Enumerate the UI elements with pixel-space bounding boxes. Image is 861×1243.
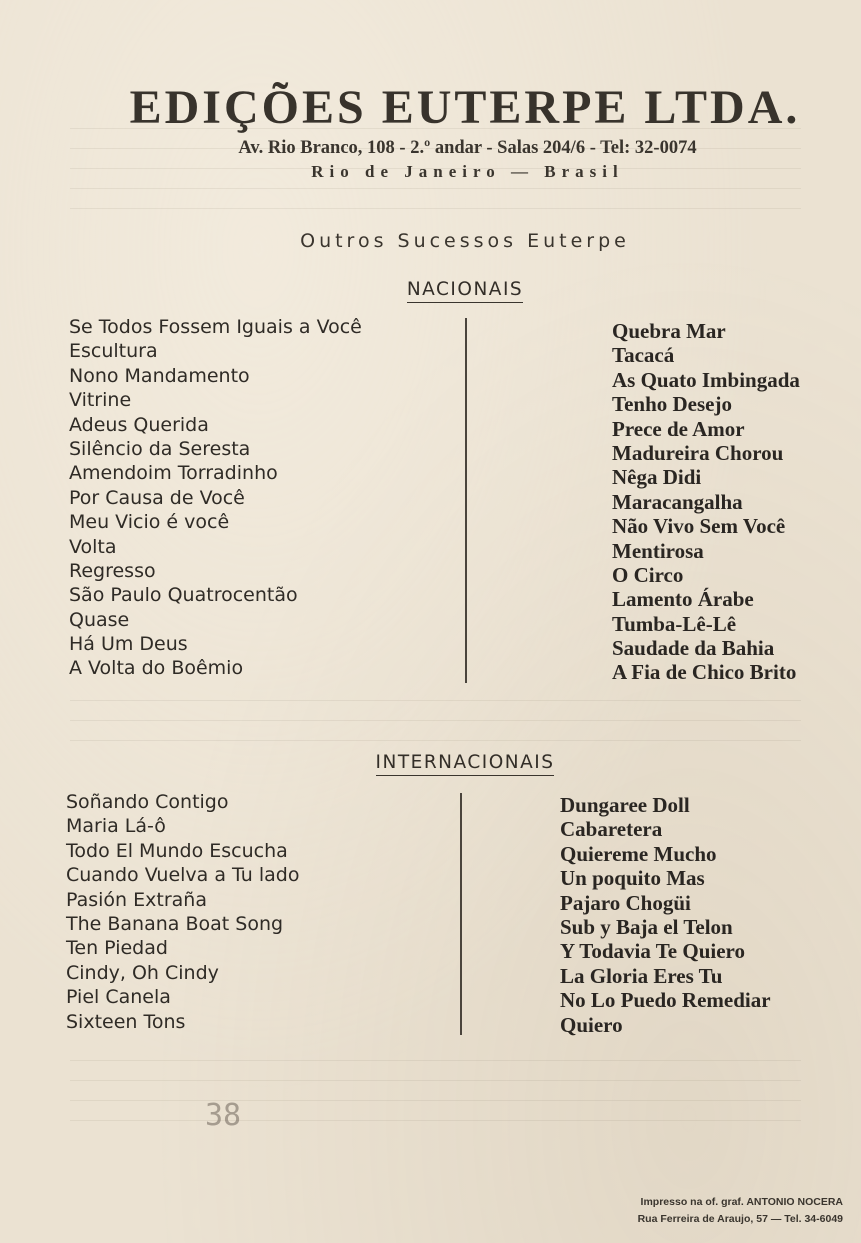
song-title: Pajaro Chogüi [560, 890, 691, 915]
song-title: Quiero [560, 1012, 623, 1037]
song-title: Piel Canela [66, 986, 171, 1009]
song-title: Tenho Desejo [612, 392, 732, 417]
song-title: As Quato Imbingada [612, 367, 800, 392]
song-title: Quiereme Mucho [560, 841, 717, 866]
song-title: Un poquito Mas [560, 866, 705, 891]
nacionais-heading-text: NACIONAIS [407, 279, 523, 303]
song-title: Cabaretera [560, 817, 663, 842]
song-title: Lamento Árabe [612, 587, 754, 612]
song-title: Soñando Contigo [66, 791, 229, 813]
song-title: Maracangalha [612, 489, 743, 514]
printer-credit-line2: Rua Ferreira de Araujo, 57 — Tel. 34-6049 [637, 1213, 843, 1225]
song-title: Sixteen Tons [66, 1010, 186, 1033]
song-title: Amendoim Torradinho [69, 462, 278, 485]
section-heading-nacionais [0, 279, 861, 300]
song-title: Pasión Extraña [66, 888, 207, 911]
song-title: Maria Lá-ô [66, 815, 166, 838]
song-title: Se Todos Fossem Iguais a Você [69, 316, 362, 338]
song-title: La Gloria Eres Tu [560, 963, 723, 988]
song-title: The Banana Boat Song [66, 912, 284, 935]
publisher-title: EDIÇÕES EUTERPE LTDA. [129, 81, 801, 134]
song-title: A Fia de Chico Brito [612, 660, 797, 685]
song-title: No Lo Puedo Remediar [560, 988, 771, 1013]
song-title: Há Um Deus [69, 633, 188, 656]
song-title: Tacacá [612, 343, 675, 368]
song-title: Cuando Vuelva a Tu lado [66, 864, 300, 887]
column-divider [460, 793, 462, 1035]
song-title: Ten Piedad [66, 937, 168, 960]
song-title: Mentirosa [612, 538, 704, 563]
song-title: Madureira Chorou [612, 440, 784, 465]
song-title: Vitrine [69, 389, 132, 412]
song-title: Por Causa de Você [69, 486, 245, 509]
song-title: Não Vivo Sem Você [612, 514, 786, 539]
song-title: São Paulo Quatrocentão [69, 584, 298, 607]
song-title: Y Todavia Te Quiero [560, 939, 745, 964]
song-title: Meu Vicio é você [69, 511, 230, 534]
handwritten-mark: 38 [205, 1098, 242, 1133]
song-title: Nêga Didi [612, 465, 702, 490]
section-heading-internacionais [0, 752, 861, 773]
song-title: Dungaree Doll [560, 793, 690, 817]
song-title: Adeus Querida [69, 413, 209, 436]
song-title: Tumba-Lê-Lê [612, 611, 737, 636]
song-title: Todo El Mundo Escucha [66, 839, 288, 862]
song-title: Volta [69, 535, 117, 558]
song-title: Quase [69, 608, 130, 631]
song-title: Prece de Amor [612, 416, 745, 441]
catalog-subtitle: Outros Sucessos Euterpe [300, 230, 630, 252]
internacionais-heading-text: INTERNACIONAIS [376, 752, 555, 776]
song-title: Quebra Mar [612, 319, 726, 343]
song-title: Escultura [69, 340, 158, 363]
nacionais-right-list [612, 319, 800, 685]
song-title: A Volta do Boêmio [69, 657, 244, 680]
publisher-address: Av. Rio Branco, 108 - 2.º andar - Salas 204/6 - Tel: 32-0074 [238, 138, 697, 158]
internacionais-left-list [66, 790, 299, 1034]
column-divider [465, 318, 467, 683]
printer-credit-line1: Impresso na of. graf. ANTONIO NOCERA [640, 1196, 843, 1208]
song-title: Nono Mandamento [69, 364, 250, 387]
nacionais-left-list [69, 315, 362, 681]
song-title: Cindy, Oh Cindy [66, 961, 219, 984]
song-title: Saudade da Bahia [612, 636, 775, 661]
internacionais-right-list [560, 793, 771, 1037]
publisher-city: Rio de Janeiro — Brasil [311, 162, 624, 181]
song-title: Silêncio da Seresta [69, 437, 251, 460]
song-title: O Circo [612, 562, 684, 587]
song-title: Sub y Baja el Telon [560, 914, 733, 939]
song-title: Regresso [69, 559, 156, 582]
